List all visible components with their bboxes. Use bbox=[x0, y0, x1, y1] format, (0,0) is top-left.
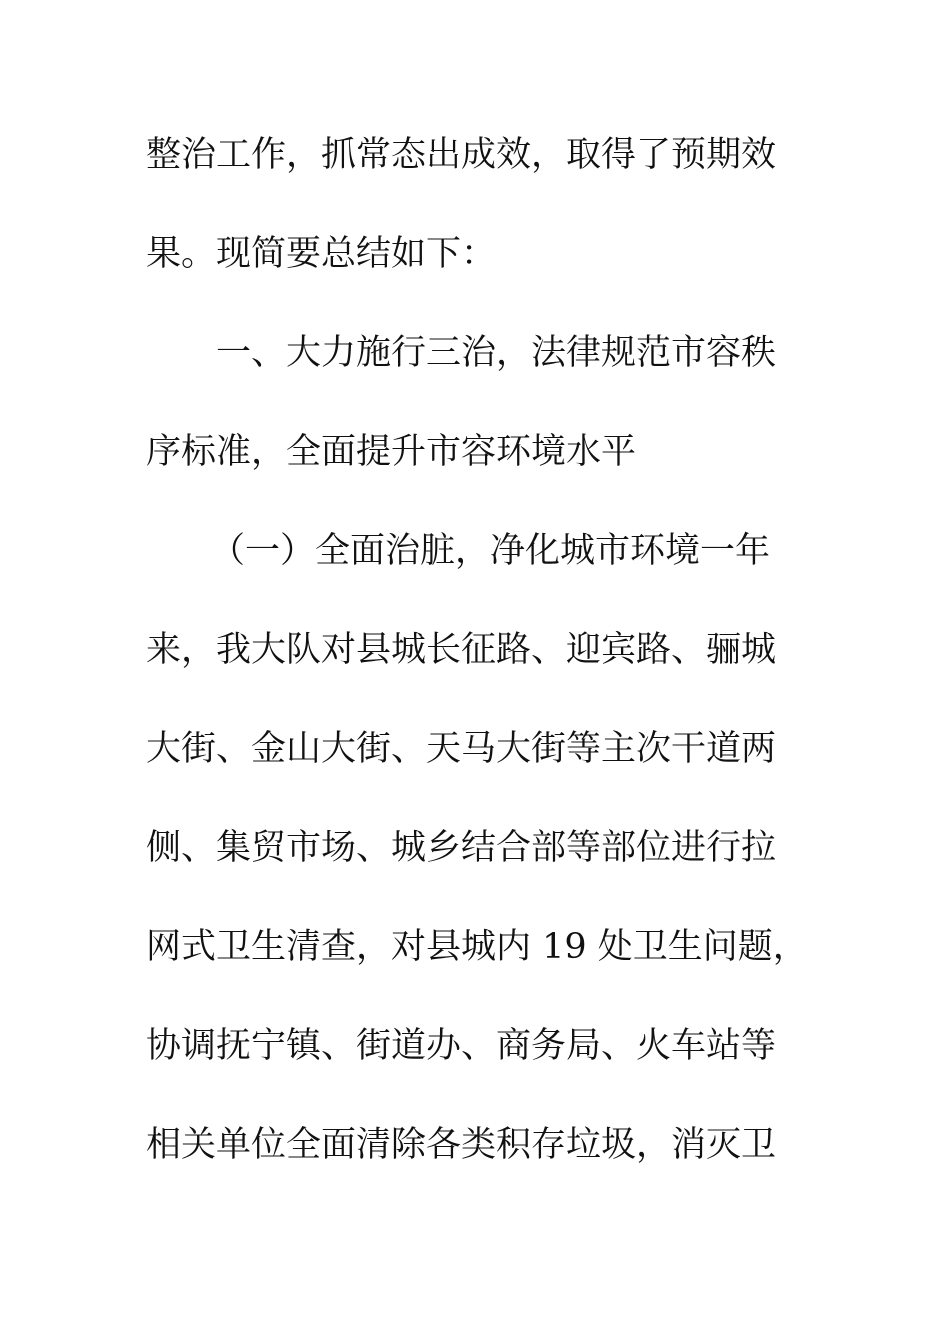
body-text-line: 侧、集贸市场、城乡结合部等部位进行拉 bbox=[146, 828, 777, 868]
section-heading-line: 序标准，全面提升市容环境水平 bbox=[146, 432, 637, 472]
body-text-line: 网式卫生清查，对县城内 19 处卫生问题， bbox=[146, 927, 808, 967]
body-text-line: 大街、金山大街、天马大街等主次干道两 bbox=[146, 729, 777, 769]
body-text-line: 协调抚宁镇、街道办、商务局、火车站等 bbox=[146, 1026, 777, 1066]
body-text-line: 整治工作，抓常态出成效，取得了预期效 bbox=[146, 135, 777, 175]
body-text-line: 相关单位全面清除各类积存垃圾，消灭卫 bbox=[146, 1125, 777, 1165]
body-text-line: 来，我大队对县城长征路、迎宾路、骊城 bbox=[146, 630, 777, 670]
subsection-heading-line: （一）全面治脏，净化城市环境一年 bbox=[210, 531, 771, 571]
section-heading-line: 一、大力施行三治，法律规范市容秩 bbox=[216, 333, 777, 373]
body-text-line: 果。现简要总结如下： bbox=[146, 234, 497, 274]
